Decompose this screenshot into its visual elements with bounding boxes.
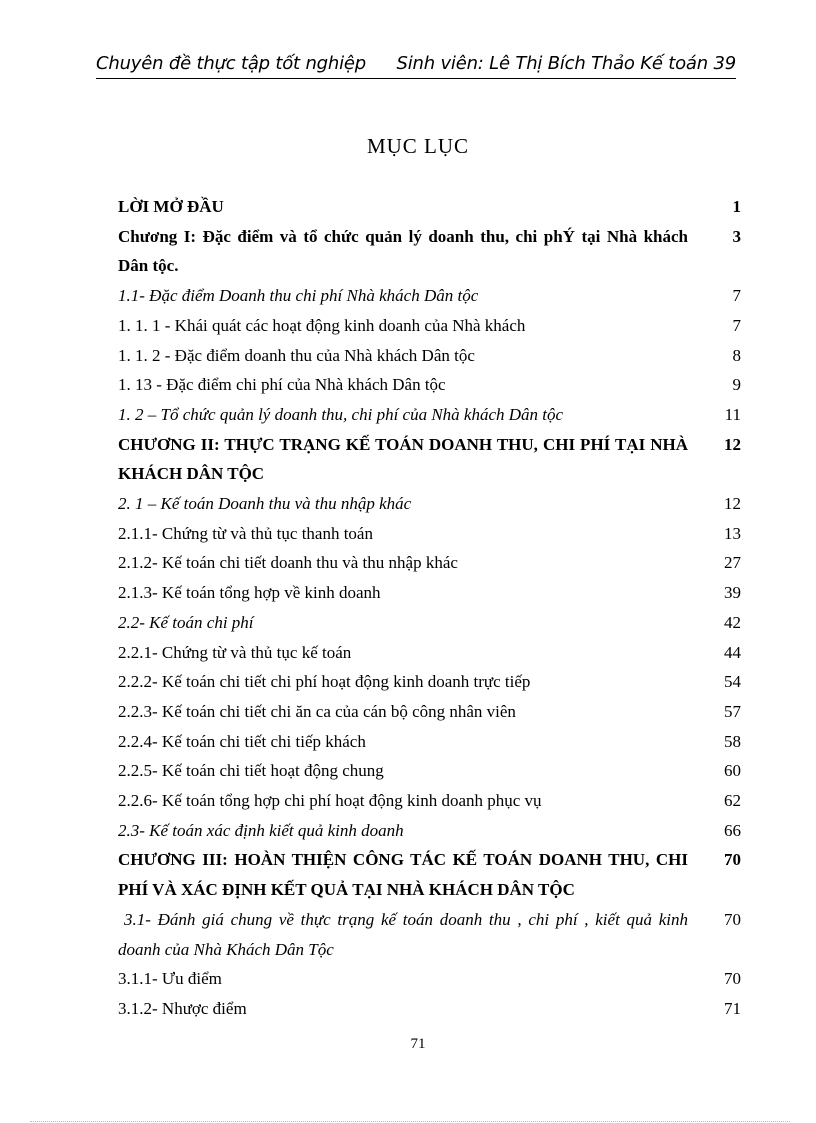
toc-entry[interactable] <box>118 430 748 489</box>
toc-entry-title: 2.2.3- Kế toán chi tiết chi ăn ca của cán bộ công nhân viên <box>118 701 516 721</box>
toc-entry[interactable] <box>118 192 748 222</box>
toc-entry-page: 62 <box>724 791 741 811</box>
toc-entry-title: LỜI MỞ ĐẦU <box>118 197 224 216</box>
toc-entry-page: 57 <box>724 701 741 721</box>
toc-entry-page: 44 <box>724 642 741 662</box>
toc-entry-title: CHƯƠNG III: HOÀN THIỆN CÔNG TÁC KẾ TOÁN DOANH THU, CHI PHÍ VÀ XÁC ĐỊNH KẾT QUẢ TẠI NHÀ KHÁCH DÂN TỘC <box>118 850 688 900</box>
toc-entry-page: 27 <box>724 553 741 573</box>
toc-entry-page: 8 <box>732 345 741 365</box>
toc-entry-page: 60 <box>724 761 741 781</box>
toc-entry-page: 12 <box>724 494 741 514</box>
toc-entry-page: 70 <box>724 850 741 870</box>
toc-entry[interactable] <box>118 222 748 281</box>
page-number: 71 <box>410 1036 426 1052</box>
toc-entry-page: 42 <box>724 612 741 632</box>
toc-entry[interactable] <box>118 578 748 608</box>
toc-entry-page: 70 <box>724 969 741 989</box>
toc-entry-title: 2. 1 – Kế toán Doanh thu và thu nhập khác <box>118 494 412 514</box>
page-header <box>96 52 736 79</box>
toc-entry-title: 3.1.2- Nhược điểm <box>118 998 247 1018</box>
toc-entry[interactable] <box>118 845 748 904</box>
toc-entry[interactable] <box>118 905 748 964</box>
toc-entry-page: 54 <box>724 672 741 692</box>
toc-entry[interactable] <box>118 994 748 1024</box>
toc-entry-page: 58 <box>724 731 741 751</box>
toc-entry-page: 7 <box>732 315 741 335</box>
page-title: MỤC LỤC <box>366 134 470 158</box>
toc-entry[interactable] <box>118 281 748 311</box>
header-student-label: Sinh viên: Lê Thị Bích Thảo Kế toán 39 <box>396 53 736 74</box>
toc-entry[interactable] <box>118 756 748 786</box>
toc-entry-title: 2.3- Kế toán xác định kiết quả kinh doanh <box>118 820 404 840</box>
header-course-label: Chuyên đề thực tập tốt nghiệp <box>96 53 366 74</box>
toc-entry-title: 2.2.6- Kế toán tổng hợp chi phí hoạt động kinh doanh phục vụ <box>118 791 542 811</box>
toc-entry-title: 2.1.2- Kế toán chi tiết doanh thu và thu nhập khác <box>118 553 458 573</box>
toc-entry[interactable] <box>118 489 748 519</box>
toc-entry-title: 2.2.4- Kế toán chi tiết chi tiếp khách <box>118 731 366 751</box>
toc-entry-page: 3 <box>732 226 741 246</box>
bottom-divider <box>30 1121 790 1122</box>
toc-entry-title: 2.2.2- Kế toán chi tiết chi phí hoạt động kinh doanh trực tiếp <box>118 672 531 692</box>
table-of-contents <box>118 192 748 1024</box>
toc-entry-title: 1. 2 – Tổ chức quản lý doanh thu, chi phí của Nhà khách Dân tộc <box>118 404 564 424</box>
toc-entry[interactable] <box>118 786 748 816</box>
toc-entry-title: 1. 1. 1 - Khái quát các hoạt động kinh doanh của Nhà khách <box>118 315 526 335</box>
toc-entry[interactable] <box>118 697 748 727</box>
toc-entry-page: 9 <box>732 375 741 395</box>
toc-entry-title: 3.1.1- Ưu điểm <box>118 969 222 989</box>
toc-entry-title: 2.1.1- Chứng từ và thủ tục thanh toán <box>118 523 373 543</box>
toc-entry[interactable] <box>118 519 748 549</box>
toc-entry-page: 66 <box>724 820 741 840</box>
toc-entry[interactable] <box>118 341 748 371</box>
toc-entry-title: CHƯƠNG II: THỰC TRẠNG KẾ TOÁN DOANH THU, CHI PHÍ TẠI NHÀ KHÁCH DÂN TỘC <box>118 434 688 484</box>
toc-entry[interactable] <box>118 370 748 400</box>
toc-entry[interactable] <box>118 638 748 668</box>
toc-entry-title: 2.1.3- Kế toán tổng hợp về kinh doanh <box>118 583 381 603</box>
toc-entry-title: 1. 13 - Đặc điểm chi phí của Nhà khách Dân tộc <box>118 375 446 395</box>
toc-entry[interactable] <box>118 608 748 638</box>
toc-entry[interactable] <box>118 548 748 578</box>
toc-entry-title: 2.2.5- Kế toán chi tiết hoạt động chung <box>118 761 384 781</box>
toc-entry-title: 1. 1. 2 - Đặc điểm doanh thu của Nhà khách Dân tộc <box>118 345 475 365</box>
toc-entry[interactable] <box>118 311 748 341</box>
toc-entry-page: 13 <box>724 523 741 543</box>
toc-entry-title: Chương I: Đặc điểm và tổ chức quản lý doanh thu, chi phÝ tại Nhà khách Dân tộc. <box>118 226 688 276</box>
toc-entry-page: 7 <box>732 286 741 306</box>
toc-entry-title: 2.2.1- Chứng từ và thủ tục kế toán <box>118 642 352 662</box>
toc-entry[interactable] <box>118 400 748 430</box>
toc-entry[interactable] <box>118 727 748 757</box>
toc-entry-title: 1.1- Đặc điểm Doanh thu chi phí Nhà khách Dân tộc <box>118 286 479 306</box>
toc-entry-title: 3.1- Đánh giá chung về thực trạng kế toán doanh thu , chi phí , kiết quả kinh doanh của Nhà Khách Dân Tộc <box>118 909 688 959</box>
toc-entry[interactable] <box>118 964 748 994</box>
toc-entry-page: 1 <box>732 197 741 216</box>
toc-entry[interactable] <box>118 667 748 697</box>
toc-entry[interactable] <box>118 816 748 846</box>
toc-entry-title: 2.2- Kế toán chi phí <box>118 612 254 632</box>
toc-entry-page: 11 <box>724 404 741 424</box>
toc-entry-page: 12 <box>724 434 741 454</box>
toc-entry-page: 70 <box>724 909 741 929</box>
toc-entry-page: 39 <box>724 583 741 603</box>
toc-entry-page: 71 <box>724 998 741 1018</box>
